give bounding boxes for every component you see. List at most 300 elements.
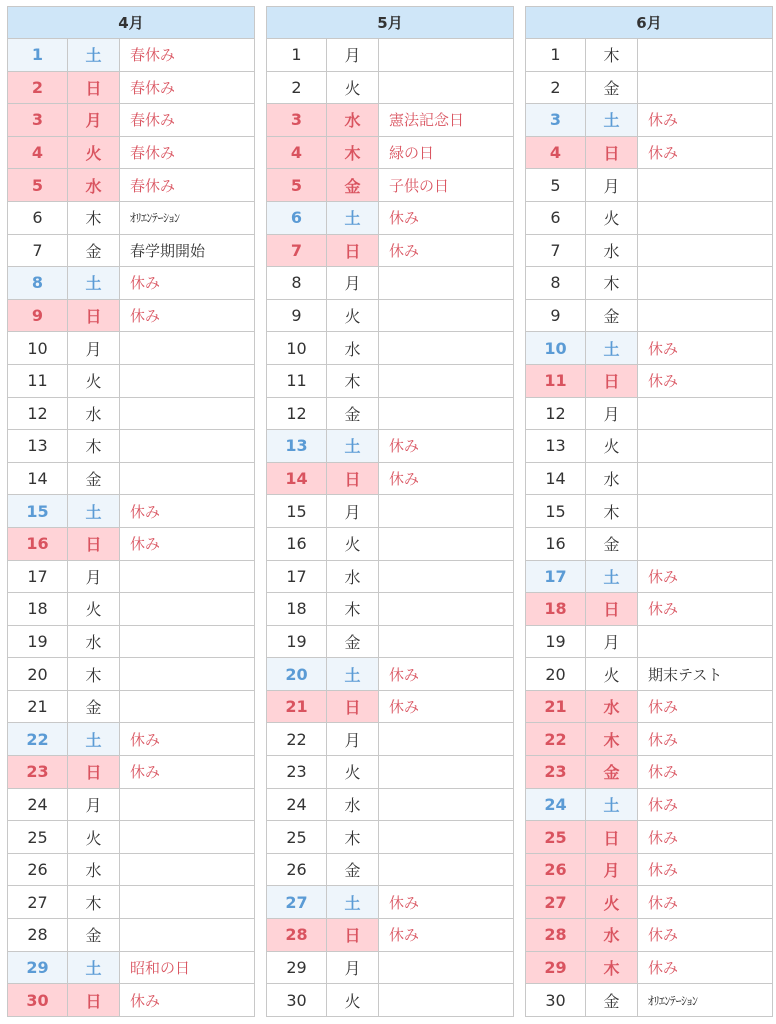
day-number: 7 <box>526 234 586 267</box>
day-row <box>526 658 773 691</box>
day-row <box>267 136 514 169</box>
weekday-label: 水 <box>586 919 638 952</box>
day-row <box>8 332 255 365</box>
day-note <box>120 397 255 430</box>
day-number: 30 <box>526 984 586 1017</box>
day-row <box>8 104 255 137</box>
weekday-label: 月 <box>68 104 120 137</box>
weekday-label: 金 <box>586 756 638 789</box>
day-row <box>267 527 514 560</box>
day-number: 12 <box>526 397 586 430</box>
weekday-label: 日 <box>586 364 638 397</box>
weekday-label: 木 <box>586 723 638 756</box>
weekday-label: 月 <box>327 267 379 300</box>
day-row <box>526 299 773 332</box>
day-note: 春休み <box>120 169 255 202</box>
day-row <box>8 267 255 300</box>
day-row <box>526 136 773 169</box>
weekday-label: 土 <box>68 39 120 72</box>
day-number: 17 <box>526 560 586 593</box>
day-number: 26 <box>8 853 68 886</box>
day-note <box>379 71 514 104</box>
day-note: 休み <box>638 886 773 919</box>
weekday-label: 月 <box>327 723 379 756</box>
day-number: 27 <box>8 886 68 919</box>
day-note: 春休み <box>120 71 255 104</box>
weekday-label: 木 <box>327 593 379 626</box>
day-note: 休み <box>379 234 514 267</box>
day-note: 休み <box>379 430 514 463</box>
weekday-label: 火 <box>586 886 638 919</box>
weekday-label: 土 <box>586 104 638 137</box>
weekday-label: 水 <box>327 788 379 821</box>
day-row <box>8 886 255 919</box>
day-row <box>267 919 514 952</box>
day-note <box>379 821 514 854</box>
day-number: 22 <box>8 723 68 756</box>
weekday-label: 土 <box>586 332 638 365</box>
day-note <box>379 495 514 528</box>
day-number: 15 <box>8 495 68 528</box>
weekday-label: 土 <box>68 951 120 984</box>
day-note: 休み <box>120 527 255 560</box>
day-number: 18 <box>8 593 68 626</box>
weekday-label: 月 <box>68 560 120 593</box>
day-row <box>8 919 255 952</box>
day-note <box>379 267 514 300</box>
day-row <box>526 71 773 104</box>
day-row <box>8 821 255 854</box>
day-note: 休み <box>120 299 255 332</box>
day-row <box>526 886 773 919</box>
day-row <box>267 71 514 104</box>
day-number: 27 <box>526 886 586 919</box>
day-number: 20 <box>526 658 586 691</box>
day-note <box>120 560 255 593</box>
day-note <box>120 853 255 886</box>
day-row <box>267 332 514 365</box>
day-note: 憲法記念日 <box>379 104 514 137</box>
weekday-label: 月 <box>586 853 638 886</box>
day-note <box>638 267 773 300</box>
weekday-label: 火 <box>586 201 638 234</box>
day-number: 7 <box>267 234 327 267</box>
day-number: 15 <box>526 495 586 528</box>
weekday-label: 土 <box>327 886 379 919</box>
day-number: 21 <box>267 690 327 723</box>
day-number: 5 <box>8 169 68 202</box>
day-row <box>267 104 514 137</box>
day-row <box>267 593 514 626</box>
weekday-label: 火 <box>327 71 379 104</box>
day-row <box>267 690 514 723</box>
day-number: 26 <box>526 853 586 886</box>
day-number: 19 <box>267 625 327 658</box>
day-note: ｵﾘｴﾝﾃｰｼｮﾝ <box>120 201 255 234</box>
day-row <box>8 71 255 104</box>
day-row <box>8 430 255 463</box>
weekday-label: 火 <box>68 821 120 854</box>
day-row <box>8 201 255 234</box>
weekday-label: 月 <box>68 788 120 821</box>
day-number: 4 <box>526 136 586 169</box>
day-note <box>379 593 514 626</box>
day-note <box>120 364 255 397</box>
day-note: 休み <box>638 690 773 723</box>
weekday-label: 火 <box>327 984 379 1017</box>
weekday-label: 火 <box>327 756 379 789</box>
day-row <box>267 364 514 397</box>
day-note <box>638 397 773 430</box>
day-number: 1 <box>8 39 68 72</box>
day-number: 10 <box>267 332 327 365</box>
day-note: 休み <box>638 593 773 626</box>
day-row <box>267 821 514 854</box>
day-note <box>638 625 773 658</box>
weekday-label: 水 <box>586 690 638 723</box>
day-number: 8 <box>267 267 327 300</box>
weekday-label: 火 <box>68 136 120 169</box>
weekday-label: 木 <box>68 201 120 234</box>
weekday-label: 土 <box>327 430 379 463</box>
day-note <box>120 430 255 463</box>
day-row <box>267 756 514 789</box>
weekday-label: 月 <box>586 625 638 658</box>
day-row <box>8 364 255 397</box>
day-number: 20 <box>267 658 327 691</box>
day-number: 7 <box>8 234 68 267</box>
weekday-label: 木 <box>68 658 120 691</box>
day-row <box>526 723 773 756</box>
day-note <box>379 332 514 365</box>
day-row <box>8 397 255 430</box>
weekday-label: 月 <box>586 169 638 202</box>
weekday-label: 木 <box>327 821 379 854</box>
day-number: 8 <box>8 267 68 300</box>
day-note: 休み <box>638 919 773 952</box>
day-row <box>526 234 773 267</box>
day-note: 休み <box>638 756 773 789</box>
day-row <box>526 364 773 397</box>
day-number: 14 <box>8 462 68 495</box>
day-note: 休み <box>638 364 773 397</box>
day-note: 春休み <box>120 104 255 137</box>
day-row <box>526 169 773 202</box>
weekday-label: 水 <box>68 169 120 202</box>
day-row <box>526 690 773 723</box>
day-number: 21 <box>8 690 68 723</box>
weekday-label: 水 <box>68 625 120 658</box>
day-row <box>267 788 514 821</box>
day-number: 13 <box>267 430 327 463</box>
day-row <box>8 756 255 789</box>
day-row <box>8 234 255 267</box>
day-number: 8 <box>526 267 586 300</box>
day-note: 春学期開始 <box>120 234 255 267</box>
may-calendar <box>266 6 514 1017</box>
day-number: 21 <box>526 690 586 723</box>
month-header: 4月 <box>8 7 255 39</box>
day-note: 休み <box>638 821 773 854</box>
day-row <box>267 658 514 691</box>
day-row <box>8 853 255 886</box>
day-note <box>638 169 773 202</box>
day-number: 28 <box>267 919 327 952</box>
day-note <box>120 593 255 626</box>
day-number: 24 <box>526 788 586 821</box>
day-number: 29 <box>8 951 68 984</box>
day-note <box>379 625 514 658</box>
day-row <box>8 788 255 821</box>
weekday-label: 土 <box>586 788 638 821</box>
day-note <box>379 560 514 593</box>
day-row <box>267 951 514 984</box>
day-row <box>526 462 773 495</box>
day-note <box>638 430 773 463</box>
day-note: 休み <box>379 462 514 495</box>
day-row <box>526 560 773 593</box>
weekday-label: 土 <box>68 267 120 300</box>
day-number: 15 <box>267 495 327 528</box>
day-note <box>379 788 514 821</box>
day-note: 休み <box>120 267 255 300</box>
day-number: 23 <box>267 756 327 789</box>
day-row <box>526 593 773 626</box>
day-note <box>379 299 514 332</box>
day-number: 6 <box>267 201 327 234</box>
day-number: 30 <box>267 984 327 1017</box>
day-note <box>379 39 514 72</box>
day-note: 休み <box>120 984 255 1017</box>
weekday-label: 金 <box>327 169 379 202</box>
day-row <box>267 560 514 593</box>
day-row <box>8 527 255 560</box>
day-row <box>526 397 773 430</box>
day-note <box>120 886 255 919</box>
day-row <box>8 495 255 528</box>
weekday-label: 火 <box>68 364 120 397</box>
day-row <box>267 267 514 300</box>
day-number: 9 <box>8 299 68 332</box>
day-row <box>526 104 773 137</box>
weekday-label: 水 <box>68 853 120 886</box>
day-row <box>8 39 255 72</box>
weekday-label: 水 <box>68 397 120 430</box>
day-number: 26 <box>267 853 327 886</box>
day-row <box>526 821 773 854</box>
day-note <box>120 625 255 658</box>
day-number: 28 <box>526 919 586 952</box>
day-row <box>8 984 255 1017</box>
weekday-label: 水 <box>327 332 379 365</box>
day-note: 休み <box>638 951 773 984</box>
day-number: 2 <box>526 71 586 104</box>
day-note: 休み <box>638 332 773 365</box>
month-header: 6月 <box>526 7 773 39</box>
weekday-label: 土 <box>327 201 379 234</box>
day-row <box>267 39 514 72</box>
day-note <box>638 299 773 332</box>
day-note <box>638 201 773 234</box>
day-note: 休み <box>638 853 773 886</box>
weekday-label: 水 <box>586 234 638 267</box>
weekday-label: 木 <box>586 495 638 528</box>
day-note <box>379 364 514 397</box>
day-row <box>8 462 255 495</box>
weekday-label: 土 <box>327 658 379 691</box>
weekday-label: 金 <box>327 625 379 658</box>
day-number: 27 <box>267 886 327 919</box>
day-row <box>8 951 255 984</box>
day-number: 9 <box>526 299 586 332</box>
weekday-label: 金 <box>586 71 638 104</box>
day-row <box>8 560 255 593</box>
weekday-label: 月 <box>327 495 379 528</box>
day-row <box>267 462 514 495</box>
day-row <box>8 690 255 723</box>
day-note <box>379 984 514 1017</box>
day-note: 休み <box>120 723 255 756</box>
day-row <box>526 332 773 365</box>
day-number: 24 <box>267 788 327 821</box>
day-number: 24 <box>8 788 68 821</box>
weekday-label: 木 <box>586 951 638 984</box>
day-row <box>8 593 255 626</box>
day-row <box>526 527 773 560</box>
day-number: 16 <box>8 527 68 560</box>
day-row <box>267 625 514 658</box>
day-number: 1 <box>526 39 586 72</box>
day-row <box>526 853 773 886</box>
day-note <box>638 39 773 72</box>
day-number: 13 <box>526 430 586 463</box>
day-note <box>638 495 773 528</box>
weekday-label: 日 <box>68 984 120 1017</box>
weekday-label: 日 <box>68 527 120 560</box>
weekday-label: 火 <box>68 593 120 626</box>
weekday-label: 金 <box>68 234 120 267</box>
day-number: 1 <box>267 39 327 72</box>
day-note <box>120 462 255 495</box>
weekday-label: 金 <box>68 919 120 952</box>
day-number: 6 <box>8 201 68 234</box>
day-row <box>526 756 773 789</box>
day-number: 11 <box>526 364 586 397</box>
day-row <box>526 495 773 528</box>
day-number: 17 <box>267 560 327 593</box>
weekday-label: 月 <box>586 397 638 430</box>
day-row <box>267 430 514 463</box>
day-row <box>267 723 514 756</box>
day-number: 14 <box>526 462 586 495</box>
day-number: 20 <box>8 658 68 691</box>
day-row <box>267 853 514 886</box>
day-row <box>267 201 514 234</box>
day-note: 休み <box>638 723 773 756</box>
day-number: 3 <box>526 104 586 137</box>
day-number: 10 <box>8 332 68 365</box>
day-note <box>379 527 514 560</box>
day-note: 子供の日 <box>379 169 514 202</box>
day-row <box>8 136 255 169</box>
day-row <box>267 984 514 1017</box>
day-row <box>526 625 773 658</box>
weekday-label: 火 <box>327 527 379 560</box>
day-number: 12 <box>8 397 68 430</box>
june-calendar <box>525 6 773 1017</box>
day-row <box>526 951 773 984</box>
weekday-label: 金 <box>327 397 379 430</box>
day-row <box>526 201 773 234</box>
day-note <box>120 821 255 854</box>
day-note <box>379 397 514 430</box>
day-number: 6 <box>526 201 586 234</box>
weekday-label: 日 <box>327 690 379 723</box>
day-note: 期末テスト <box>638 658 773 691</box>
day-number: 22 <box>526 723 586 756</box>
day-note: 休み <box>638 136 773 169</box>
day-number: 16 <box>526 527 586 560</box>
day-number: 16 <box>267 527 327 560</box>
day-number: 3 <box>267 104 327 137</box>
weekday-label: 月 <box>68 332 120 365</box>
day-note: 休み <box>120 495 255 528</box>
day-number: 23 <box>526 756 586 789</box>
day-number: 17 <box>8 560 68 593</box>
weekday-label: 水 <box>327 560 379 593</box>
day-note <box>120 788 255 821</box>
day-number: 2 <box>8 71 68 104</box>
day-row <box>8 723 255 756</box>
weekday-label: 日 <box>586 821 638 854</box>
day-row <box>526 430 773 463</box>
day-number: 12 <box>267 397 327 430</box>
day-row <box>267 495 514 528</box>
weekday-label: 金 <box>68 462 120 495</box>
day-note: 休み <box>379 658 514 691</box>
day-note <box>379 723 514 756</box>
day-row <box>267 169 514 202</box>
day-note: 休み <box>379 201 514 234</box>
day-number: 22 <box>267 723 327 756</box>
day-number: 4 <box>8 136 68 169</box>
day-row <box>267 234 514 267</box>
day-number: 18 <box>526 593 586 626</box>
day-number: 30 <box>8 984 68 1017</box>
day-note: 春休み <box>120 136 255 169</box>
day-number: 19 <box>526 625 586 658</box>
weekday-label: 木 <box>586 267 638 300</box>
weekday-label: 木 <box>68 430 120 463</box>
day-number: 28 <box>8 919 68 952</box>
day-row <box>8 658 255 691</box>
weekday-label: 金 <box>327 853 379 886</box>
day-number: 19 <box>8 625 68 658</box>
day-row <box>526 39 773 72</box>
day-note: 休み <box>379 919 514 952</box>
weekday-label: 金 <box>68 690 120 723</box>
day-note <box>638 462 773 495</box>
day-number: 3 <box>8 104 68 137</box>
day-note: 休み <box>379 690 514 723</box>
day-row <box>526 919 773 952</box>
weekday-label: 土 <box>586 560 638 593</box>
day-row <box>526 267 773 300</box>
day-row <box>267 886 514 919</box>
day-note: 緑の日 <box>379 136 514 169</box>
day-note: 休み <box>120 756 255 789</box>
weekday-label: 水 <box>327 104 379 137</box>
